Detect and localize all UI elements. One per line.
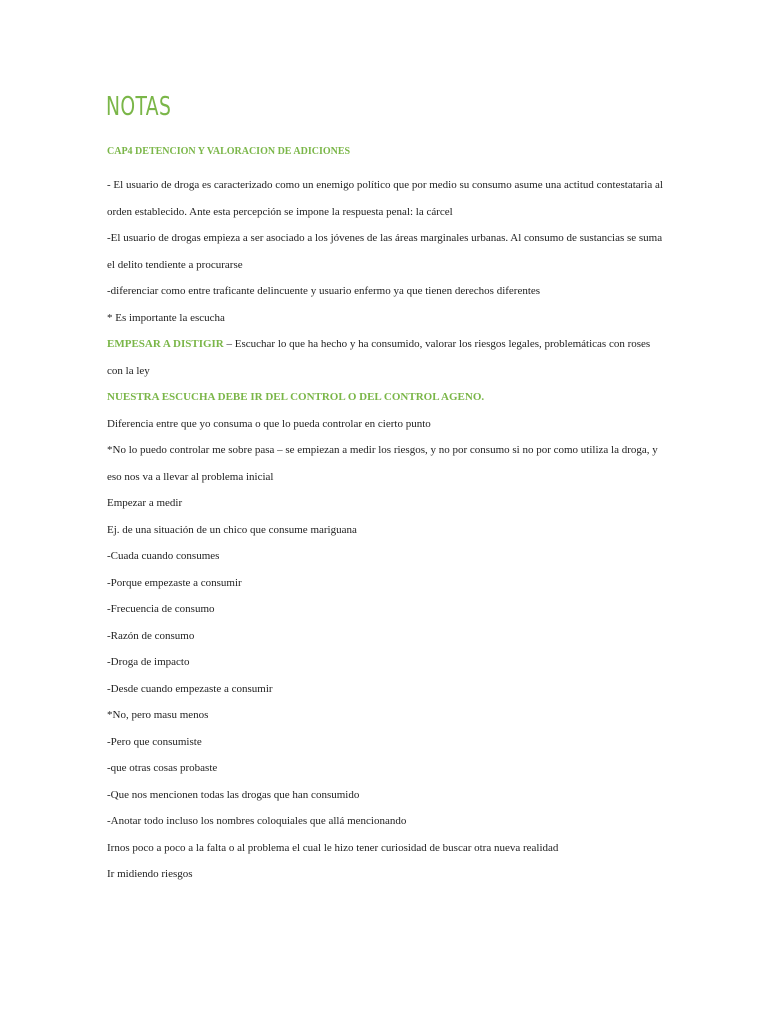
paragraph: Ej. de una situación de un chico que consume mariguana bbox=[107, 523, 357, 536]
paragraph: Irnos poco a poco a la falta o al problema el cual le hizo tener curiosidad de buscar otra nueva realidad bbox=[107, 841, 559, 854]
page-title: NOTAS bbox=[106, 92, 172, 122]
list-item: -que otras cosas probaste bbox=[107, 762, 218, 774]
paragraph bbox=[107, 384, 667, 411]
paragraph: - El usuario de droga es caracterizado como un enemigo político que por medio su consumo asume una actitud contestataria al orden establecido. Ante esta percepción se impone la respuesta penal: la cárcel bbox=[107, 179, 663, 218]
list-item: -Razón de consumo bbox=[107, 629, 195, 642]
highlight-heading: EMPESAR A DISTIGIR bbox=[107, 338, 224, 350]
paragraph: -El usuario de drogas empieza a ser asociado a los jóvenes de las áreas marginales urbanas. Al consumo de sustancias se suma el delito tendiente a procurarse bbox=[107, 232, 663, 271]
list-item: -Anotar todo incluso los nombres coloquiales que allá mencionando bbox=[107, 815, 407, 827]
list-item: -Desde cuando empezaste a consumir bbox=[107, 682, 273, 695]
paragraph: Empezar a medir bbox=[107, 497, 183, 509]
list-item: -Porque empezaste a consumir bbox=[107, 576, 242, 589]
list-item: *No, pero masu menos bbox=[107, 709, 209, 721]
list-item: -Cuada cuando consumes bbox=[107, 550, 220, 562]
paragraph: -diferenciar como entre traficante delincuente y usuario enfermo ya que tienen derechos diferentes bbox=[107, 285, 541, 297]
notes-body bbox=[107, 172, 667, 888]
paragraph: EMPESAR A DISTIGIR – Escuchar lo que ha hecho y ha consumido, valorar los riesgos legales, problemáticas con roses con la ley bbox=[107, 338, 651, 377]
paragraph: Diferencia entre que yo consuma o que lo pueda controlar en cierto punto bbox=[107, 417, 431, 430]
list-item: -Frecuencia de consumo bbox=[107, 603, 215, 615]
list-item: -Pero que consumiste bbox=[107, 735, 202, 748]
highlight-heading: NUESTRA ESCUCHA DEBE IR DEL CONTROL O DEL CONTROL AGENO. bbox=[107, 391, 485, 403]
paragraph: Ir midiendo riesgos bbox=[107, 868, 193, 880]
list-item: -Que nos mencionen todas las drogas que han consumido bbox=[107, 788, 360, 801]
chapter-subtitle: CAP4 DETENCION Y VALORACION DE ADICIONES bbox=[107, 146, 351, 157]
list-item: -Droga de impacto bbox=[107, 656, 190, 668]
paragraph: * Es importante la escucha bbox=[107, 311, 225, 324]
paragraph: *No lo puedo controlar me sobre pasa – se empiezan a medir los riesgos, y no por consumo si no por como utiliza la droga, y eso nos va a llevar al problema inicial bbox=[107, 444, 658, 483]
